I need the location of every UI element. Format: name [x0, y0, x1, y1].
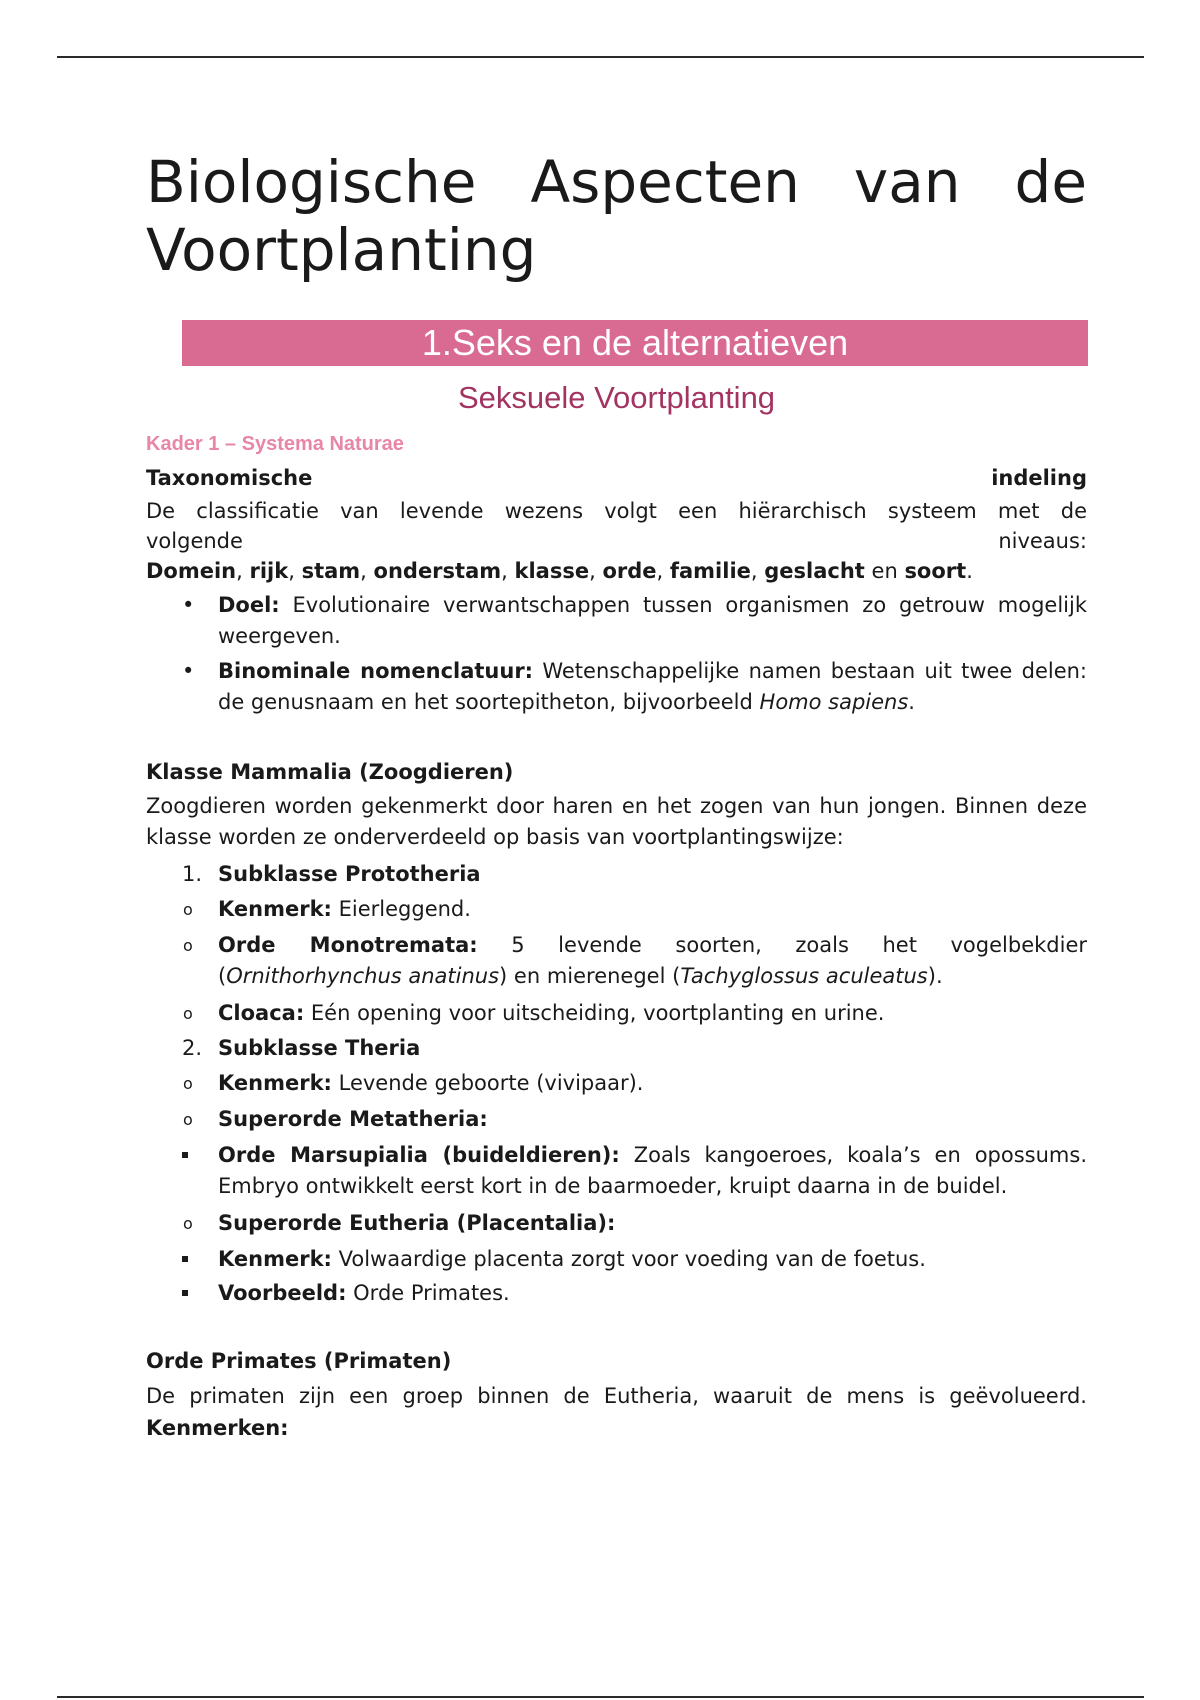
list-item: • Doel: Evolutionaire verwantschappen tussen organismen zo getrouw mogelijk weergeven.	[146, 590, 1087, 652]
list-item: o Superorde Eutheria (Placentalia):	[146, 1208, 1087, 1239]
taxonomy-intro-line1: De classificatie van levende wezens volgt een hiërarchisch systeem met de	[146, 499, 1087, 523]
bottom-rule	[57, 1696, 1144, 1698]
taxonomy-levels: Domein, rijk, stam, onderstam, klasse, orde, familie, geslacht en soort.	[146, 559, 973, 583]
square-bullet-icon	[182, 1140, 212, 1171]
section-heading: Seksuele Voortplanting	[457, 380, 776, 415]
list-item: o Kenmerk: Eierleggend.	[146, 894, 1087, 925]
taxonomy-heading: Taxonomische indeling	[146, 466, 1087, 490]
list-item: Orde Marsupialia (buideldieren): Zoals kangoeroes, koala’s en opossums. Embryo ontwikkelt eerst kort in de baarmoeder, kruipt daarna in de buidel.	[146, 1140, 1087, 1202]
list-item: o Orde Monotremata: 5 levende soorten, zoals het vogelbekdier (Ornithorhynchus anatinus) en mierenegel (Tachyglossus aculeatus).	[146, 930, 1087, 992]
mammalia-intro: Zoogdieren worden gekenmerkt door haren en het zogen van hun jongen. Binnen deze klasse worden ze onderverdeeld op basis van voortplantingswijze:	[146, 794, 1087, 849]
title-word: van	[853, 148, 961, 216]
list-item: 2. Subklasse Theria	[182, 1036, 421, 1060]
bullet-icon: •	[182, 593, 195, 617]
bullet-icon: •	[182, 659, 195, 683]
chapter-heading: 1.Seks en de alternatieven	[182, 320, 1088, 366]
title-word: de	[1014, 148, 1087, 216]
circle-bullet-icon: o	[183, 900, 193, 919]
list-item: Kenmerk: Volwaardige placenta zorgt voor voeding van de foetus.	[146, 1244, 1087, 1275]
title-line-2: Voortplanting	[146, 216, 537, 284]
primates-kenmerken: Kenmerken:	[146, 1416, 289, 1440]
kader-label: Kader 1 – Systema Naturae	[146, 433, 404, 455]
top-rule	[57, 56, 1144, 58]
circle-bullet-icon: o	[183, 1004, 193, 1023]
primates-heading: Orde Primates (Primaten)	[146, 1349, 452, 1373]
list-item: 1. Subklasse Prototheria	[182, 862, 481, 886]
list-item: • Binominale nomenclatuur: Wetenschappelijke namen bestaan uit twee delen: de genusnaam en het soortepitheton, bijvoorbeeld Homo sapiens.	[146, 656, 1087, 718]
title-word: Aspecten	[530, 148, 800, 216]
primates-intro: De primaten zijn een groep binnen de Eutheria, waaruit de mens is geëvolueerd.	[146, 1384, 1087, 1408]
mammalia-heading: Klasse Mammalia (Zoogdieren)	[146, 760, 514, 784]
list-item: Voorbeeld: Orde Primates.	[146, 1278, 1087, 1309]
list-item: o Cloaca: Eén opening voor uitscheiding, voortplanting en urine.	[146, 998, 1087, 1029]
document-title	[146, 148, 1087, 284]
circle-bullet-icon: o	[183, 1214, 193, 1233]
circle-bullet-icon: o	[183, 936, 193, 955]
list-item: o Superorde Metatheria:	[146, 1104, 1087, 1135]
square-bullet-icon	[182, 1244, 212, 1275]
taxonomy-intro-line2: volgende niveaus:	[146, 529, 1087, 553]
title-word: Biologische	[146, 148, 477, 216]
square-bullet-icon	[182, 1278, 212, 1309]
circle-bullet-icon: o	[183, 1074, 193, 1093]
list-item: o Kenmerk: Levende geboorte (vivipaar).	[146, 1068, 1087, 1099]
circle-bullet-icon: o	[183, 1110, 193, 1129]
